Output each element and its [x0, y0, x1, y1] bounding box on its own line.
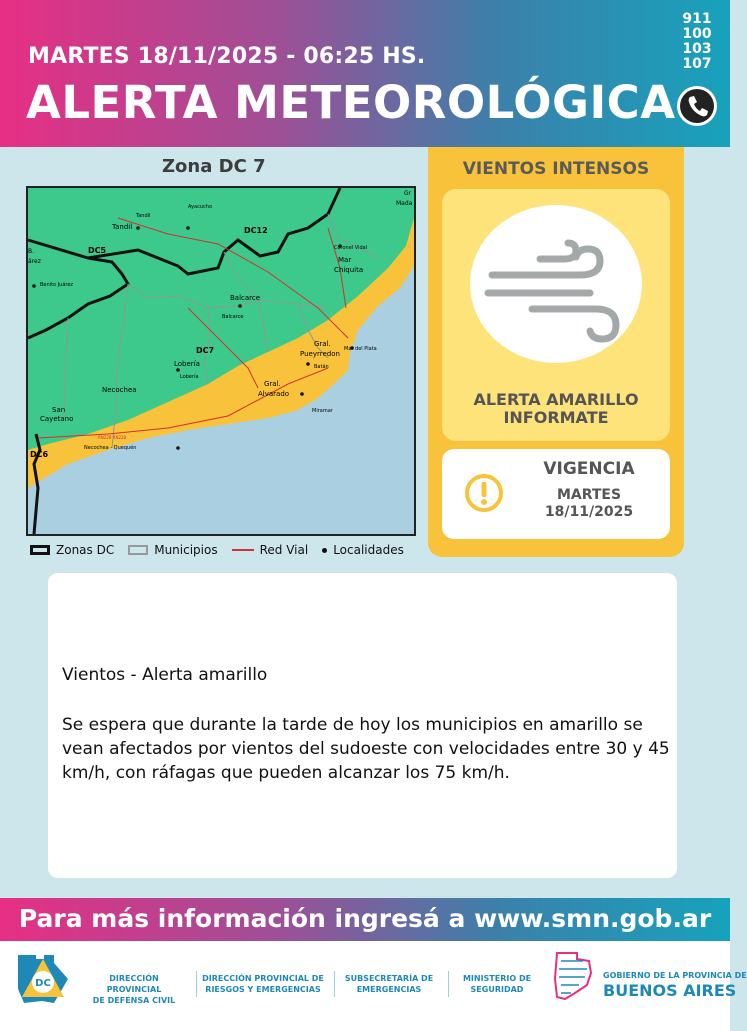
- phone-number: 911: [682, 11, 712, 27]
- map-label: Ayacucho: [188, 204, 212, 210]
- message-box: [48, 573, 677, 878]
- map-label: Benito Juárez: [40, 282, 74, 288]
- map-label: Lobería: [180, 374, 199, 380]
- phone-number: 107: [682, 56, 712, 72]
- map-label: Mar: [338, 256, 352, 264]
- org-line: DIRECCIÓN PROVINCIAL: [106, 974, 162, 994]
- map-label: Lobería: [174, 360, 200, 368]
- map-legend: [30, 542, 418, 558]
- map-label: Gral.: [264, 380, 281, 388]
- header-banner: [0, 0, 730, 147]
- warning-icon: [464, 473, 504, 513]
- legend-label: Red Vial: [259, 543, 309, 557]
- org-defensa-civil: [82, 973, 186, 1006]
- org-line: MINISTERIO DE: [462, 974, 532, 983]
- province-label-small: GOBIERNO DE LA PROVINCIA DE: [603, 971, 747, 980]
- legend-label: Municipios: [154, 543, 218, 557]
- zone-label-dc5: DC5: [88, 246, 107, 255]
- map-label: Balcarce: [230, 294, 261, 302]
- zone-title: Zona DC 7: [162, 156, 266, 177]
- map-label: Necochea - Quequén: [84, 445, 137, 451]
- phone-icon: [676, 85, 718, 127]
- map-svg: [28, 188, 414, 534]
- map-label: Mada: [396, 200, 413, 207]
- alert-card: [428, 147, 684, 557]
- org-line: DE DEFENSA CIVIL: [92, 996, 176, 1005]
- legend-item: [232, 543, 309, 557]
- divider: [196, 971, 197, 997]
- vigencia-day: MARTES: [556, 487, 622, 503]
- map-label: Mar del Plata: [344, 346, 377, 352]
- wind-icon-circle: [470, 205, 642, 363]
- legend-item: [322, 543, 404, 557]
- map-label: Gral.: [314, 340, 331, 348]
- zone-label-dc7: DC7: [196, 346, 215, 355]
- defensa-civil-logo: [14, 949, 72, 1007]
- vigencia-date: [514, 487, 664, 521]
- vigencia-date-value: 18/11/2025: [544, 504, 634, 520]
- map-label: RN228 RN228: [98, 435, 127, 440]
- org-line: EMERGENCIAS: [356, 985, 422, 994]
- alert-type-title: VIENTOS INTENSOS: [462, 159, 650, 179]
- zone-label-dc12: DC12: [244, 226, 268, 235]
- org-subsecretaria: [338, 973, 440, 995]
- alert-level: [442, 391, 670, 427]
- legend-label: Localidades: [333, 543, 404, 557]
- message-body: Se espera que durante la tarde de hoy los municipios en amarillo se vean afectados por vientos del sudoeste con velocidades entre 30 y 45 km/h, con ráfagas que pueden alcanzar los 75 km/h.: [62, 715, 670, 783]
- map-label: Miramar: [312, 408, 333, 414]
- map-label: Pueyrredon: [300, 350, 340, 358]
- wind-icon: [470, 205, 642, 363]
- alert-level-line1: ALERTA AMARILLO: [473, 390, 639, 409]
- divider: [448, 971, 449, 997]
- zone-map: [26, 186, 416, 536]
- alert-level-line2: INFORMATE: [503, 408, 609, 427]
- divider: [334, 971, 335, 997]
- vigencia-box: [442, 449, 670, 539]
- legend-item: [128, 543, 217, 557]
- province-map-icon: [551, 949, 595, 1003]
- map-label: Tandil: [136, 213, 151, 219]
- legend-item: [30, 543, 114, 557]
- legend-swatch: [128, 545, 148, 555]
- legend-swatch: [322, 548, 327, 553]
- map-label: Gr: [404, 190, 412, 197]
- info-link-text[interactable]: Para más información ingresá a www.smn.gob.ar: [18, 904, 712, 933]
- phone-number: 100: [682, 26, 712, 42]
- institution-footer: [0, 941, 747, 1031]
- map-label: Tandil: [112, 223, 133, 231]
- info-banner: [0, 898, 730, 941]
- org-line: SEGURIDAD: [470, 985, 524, 994]
- phone-number: 103: [682, 41, 712, 57]
- org-riesgos: [200, 973, 326, 995]
- map-label: Balcarce: [222, 314, 244, 320]
- dc-logo-text: DC: [35, 978, 51, 989]
- org-ministerio: [452, 973, 542, 995]
- map-label: San: [52, 406, 66, 414]
- map-label: B.: [28, 248, 35, 255]
- org-line: DIRECCIÓN PROVINCIAL DE: [202, 974, 324, 983]
- map-label: Coronel Vidal: [334, 245, 368, 251]
- map-label: Necochea: [102, 386, 137, 394]
- legend-swatch: [232, 549, 254, 551]
- legend-label: Zonas DC: [56, 543, 115, 557]
- map-label: Alvarado: [258, 390, 290, 398]
- map-label: árez: [28, 258, 41, 265]
- message-heading: Vientos - Alerta amarillo: [62, 665, 268, 685]
- emergency-phones: [668, 12, 726, 72]
- zone-label-dc6: DC6: [30, 450, 49, 459]
- map-label: Cayetano: [40, 415, 74, 423]
- alert-date: MARTES 18/11/2025 - 06:25 HS.: [28, 44, 426, 69]
- vigencia-title: VIGENCIA: [543, 459, 635, 479]
- legend-swatch: [30, 545, 50, 555]
- province-label-big: BUENOS AIRES: [603, 981, 737, 1000]
- map-label: Chiquita: [334, 266, 364, 274]
- page-title: ALERTA METEOROLÓGICA: [26, 76, 676, 129]
- org-line: RIESGOS Y EMERGENCIAS: [205, 985, 321, 994]
- org-line: SUBSECRETARÍA DE: [344, 974, 434, 983]
- alert-inner: [442, 189, 670, 441]
- map-label: Batán: [314, 364, 329, 370]
